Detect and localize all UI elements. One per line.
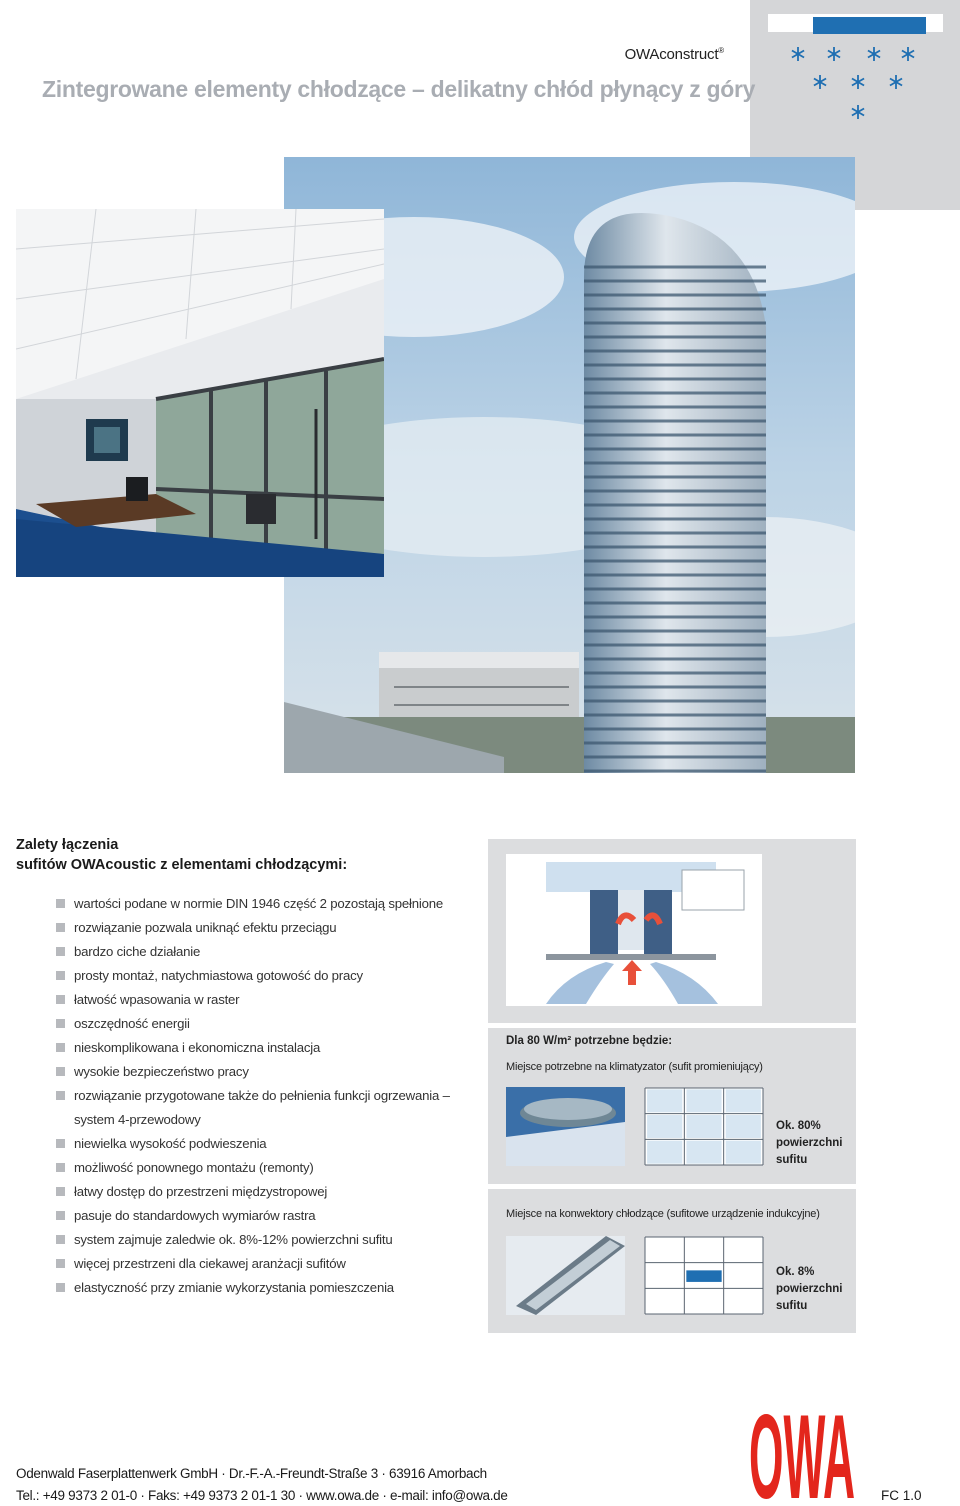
coverage-80-label: Ok. 80% powierzchni sufitu	[776, 1120, 843, 1166]
list-item: niewielka wysokość podwieszenia	[56, 1132, 476, 1156]
list-item-continuation: system 4-przewodowy	[74, 1112, 201, 1127]
list-item: łatwy dostęp do przestrzeni międzystropowej	[56, 1180, 476, 1204]
radiant-ceiling-photo	[506, 1087, 625, 1166]
office-interior-photo	[16, 209, 384, 577]
square-bullet-icon	[56, 1019, 65, 1028]
list-item: rozwiązanie przygotowane także do pełnienia funkcji ogrzewania –	[56, 1084, 476, 1108]
square-bullet-icon	[56, 1187, 65, 1196]
induction-convector-caption: Miejsce na konwektory chłodzące (sufitowe urządzenie indukcyjne)	[506, 1208, 820, 1220]
square-bullet-icon	[56, 1163, 65, 1172]
square-bullet-icon	[56, 1259, 65, 1268]
list-item: oszczędność energii	[56, 1012, 476, 1036]
list-item: pasuje do standardowych wymiarów rastra	[56, 1204, 476, 1228]
airflow-diagram	[506, 854, 762, 1006]
square-bullet-icon	[56, 1235, 65, 1244]
advantages-list	[56, 892, 476, 1300]
square-bullet-icon	[56, 971, 65, 980]
brand-name: OWAconstruct®	[624, 46, 724, 63]
list-item: wartości podane w normie DIN 1946 część 2 pozostają spełnione	[56, 892, 476, 916]
list-item: rozwiązanie pozwala uniknąć efektu przeciągu	[56, 916, 476, 940]
document-code: FC 1.0	[881, 1488, 922, 1503]
footer-contact: Tel.: +49 9373 2 01-0 · Faks: +49 9373 2 01-1 30 · www.owa.de · e-mail: info@owa.de	[16, 1488, 508, 1503]
ceiling-coverage-grid-80	[644, 1087, 764, 1166]
owa-logo	[748, 1402, 856, 1506]
ceiling-coverage-grid-8	[644, 1236, 764, 1315]
square-bullet-icon	[56, 1283, 65, 1292]
coverage-8-label: Ok. 8% powierzchni sufitu	[776, 1266, 843, 1312]
panel-divider	[488, 1184, 856, 1189]
panel-heading: Dla 80 W/m² potrzebne będzie:	[506, 1035, 673, 1047]
square-bullet-icon	[56, 1139, 65, 1148]
list-item: elastyczność przy zmianie wykorzystania pomieszczenia	[56, 1276, 476, 1300]
list-item: możliwość ponownego montażu (remonty)	[56, 1156, 476, 1180]
square-bullet-icon	[56, 899, 65, 908]
svg-text:OWA: OWA	[749, 1402, 855, 1502]
list-item: więcej przestrzeni dla ciekawej aranżacji sufitów	[56, 1252, 476, 1276]
square-bullet-icon	[56, 923, 65, 932]
page-title: Zintegrowane elementy chłodzące – delikatny chłód płynący z góry	[42, 76, 756, 102]
comparison-panel	[488, 839, 856, 1333]
panel-divider	[488, 1023, 856, 1028]
square-bullet-icon	[56, 1211, 65, 1220]
list-item: bardzo ciche działanie	[56, 940, 476, 964]
square-bullet-icon	[56, 995, 65, 1004]
list-item: nieskomplikowana i ekonomiczna instalacja	[56, 1036, 476, 1060]
induction-unit-photo	[506, 1236, 625, 1315]
footer-address: Odenwald Faserplattenwerk GmbH · Dr.-F.-A.-Freundt-Straße 3 · 63916 Amorbach	[16, 1466, 487, 1481]
list-item: wysokie bezpieczeństwo pracy	[56, 1060, 476, 1084]
square-bullet-icon	[56, 947, 65, 956]
square-bullet-icon	[56, 1043, 65, 1052]
radiant-ceiling-caption: Miejsce potrzebne na klimatyzator (sufit promieniujący)	[506, 1061, 763, 1073]
square-bullet-icon	[56, 1091, 65, 1100]
list-item: system zajmuje zaledwie ok. 8%-12% powierzchni sufitu	[56, 1228, 476, 1252]
square-bullet-icon	[56, 1067, 65, 1076]
list-item: łatwość wpasowania w raster	[56, 988, 476, 1012]
list-item: prosty montaż, natychmiastowa gotowość do pracy	[56, 964, 476, 988]
advantages-heading: Zalety łączenia sufitów OWAcoustic z elementami chłodzącymi:	[16, 837, 348, 873]
